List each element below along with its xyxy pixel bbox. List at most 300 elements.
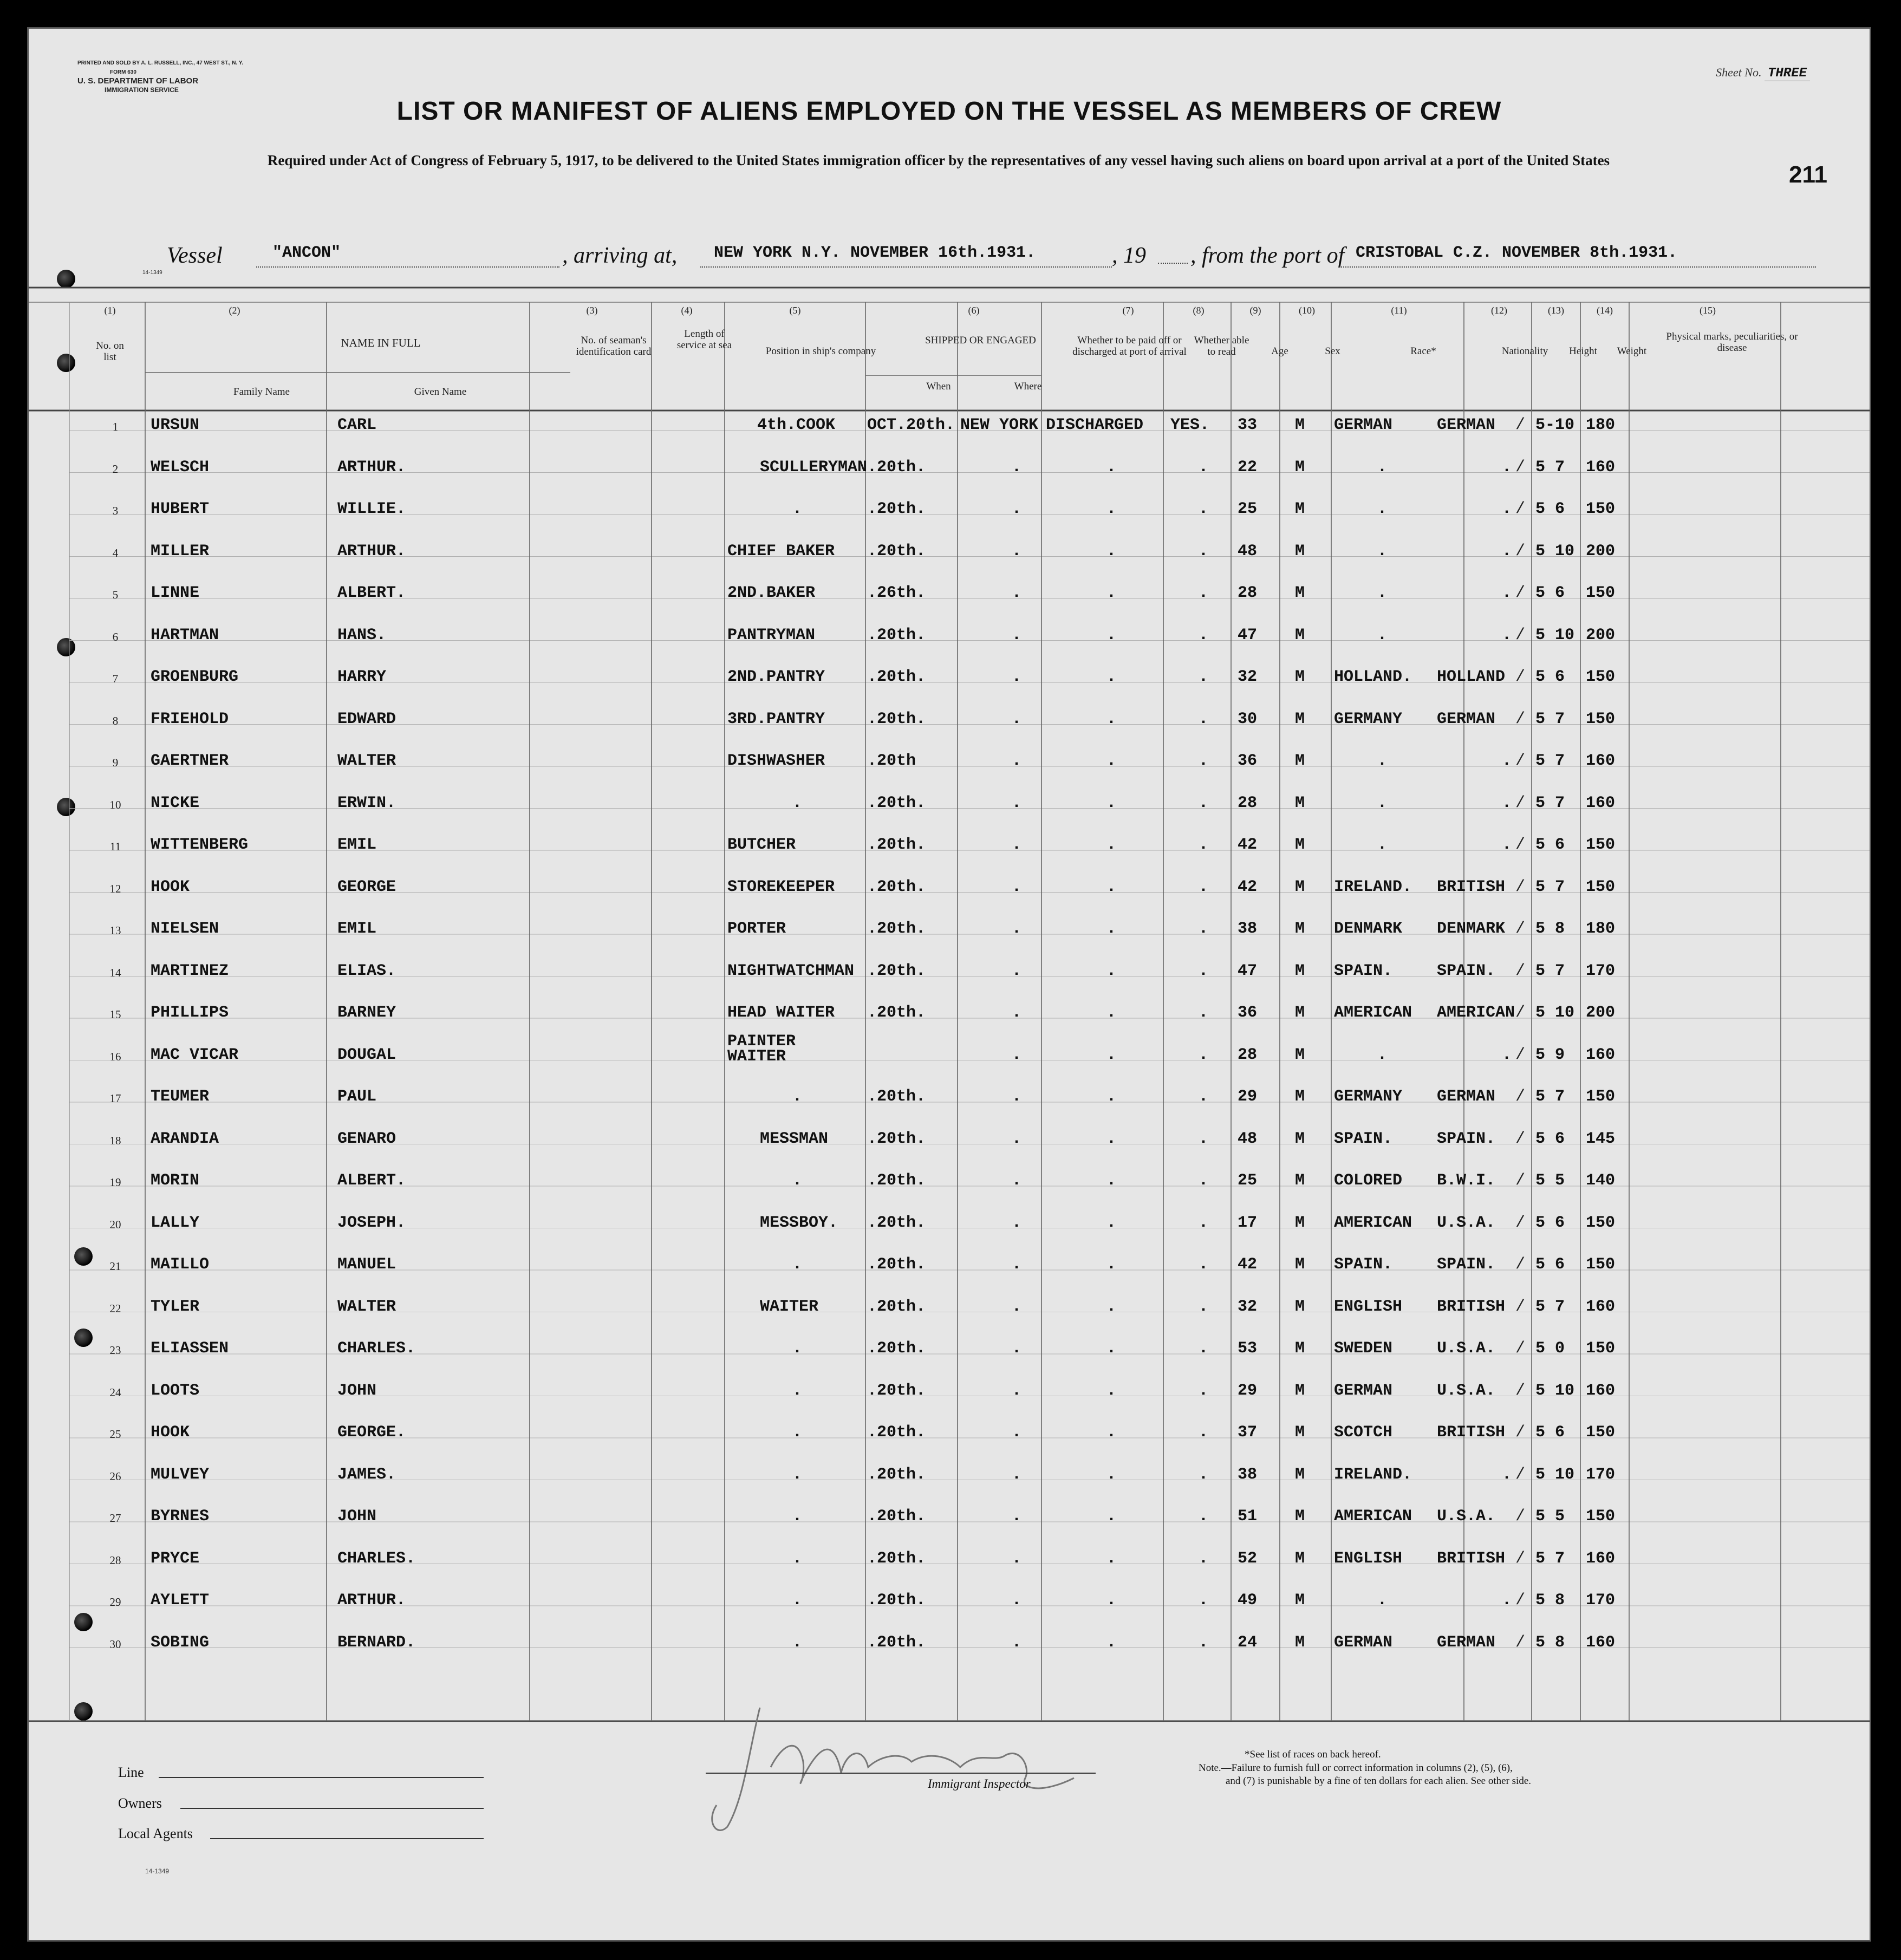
cell-weight: 150 (1586, 877, 1616, 896)
cell-sex: M (1295, 920, 1305, 938)
cell-position: . (792, 793, 803, 812)
cell-given: BERNARD. (337, 1633, 416, 1652)
cell-read: . (1199, 1633, 1209, 1652)
cell-when: .20th. (867, 1549, 926, 1568)
cell-height: 5 6 (1535, 584, 1565, 602)
cell-position: . (792, 1423, 803, 1442)
cell-race: COLORED (1334, 1171, 1403, 1190)
header-position: Position in ship's company (765, 346, 876, 357)
cell-sex: M (1295, 668, 1305, 686)
cell-nat: . (1502, 500, 1512, 518)
cell-height: 5 7 (1535, 1088, 1565, 1106)
cell-position: SCULLERYMAN (760, 458, 868, 477)
row-number: 25 (109, 1428, 121, 1441)
cell-given: GENARO (337, 1129, 396, 1148)
cell-height: 5 7 (1535, 877, 1565, 896)
cell-weight: 150 (1586, 1088, 1616, 1106)
sheet-value: THREE (1765, 66, 1810, 81)
cell-given: WALTER (337, 1297, 396, 1316)
row-number: 18 (109, 1134, 121, 1147)
cell-age: 51 (1238, 1507, 1258, 1526)
row-number: 6 (112, 630, 119, 643)
cell-position: . (792, 1339, 803, 1358)
cell-age: 28 (1238, 793, 1258, 812)
cell-nat: BRITISH (1437, 877, 1506, 896)
cell-nat: . (1502, 542, 1512, 561)
cell-given: CHARLES. (337, 1339, 416, 1358)
cell-race: . (1377, 752, 1388, 770)
cell-weight: 150 (1586, 1423, 1616, 1442)
cell-race: AMERICAN (1334, 1507, 1412, 1526)
note-line-1: Note.—Failure to furnish full or correct information in columns (2), (5), (6), (1199, 1762, 1513, 1774)
cell-height: 5 7 (1535, 793, 1565, 812)
cell-family: BYRNES (151, 1507, 210, 1526)
cell-race: . (1377, 500, 1388, 518)
cell-sex: M (1295, 1507, 1305, 1526)
cell-race: DENMARK (1334, 920, 1403, 938)
cell-sex: M (1295, 584, 1305, 602)
tally-mark: / (1515, 836, 1526, 854)
cell-where: . (1012, 668, 1022, 686)
cell-nat: . (1502, 793, 1512, 812)
cell-position: MESSBOY. (760, 1213, 838, 1232)
tally-mark: / (1515, 1465, 1526, 1484)
cell-family: PHILLIPS (151, 1004, 229, 1022)
cell-weight: 180 (1586, 416, 1616, 434)
row-number: 24 (109, 1385, 121, 1399)
row-number: 30 (109, 1637, 121, 1651)
cell-when: .20th. (867, 1381, 926, 1400)
cell-read: . (1199, 1381, 1209, 1400)
arriving-label: , arriving at, (562, 243, 678, 268)
cell-given: ALBERT. (337, 584, 406, 602)
arriving-value: NEW YORK N.Y. NOVEMBER 16th.1931. (714, 244, 1036, 262)
cell-age: 53 (1238, 1339, 1258, 1358)
row-number: 4 (112, 546, 119, 559)
cell-paid: . (1106, 1088, 1117, 1106)
department-label: U. S. DEPARTMENT OF LABOR (77, 76, 199, 86)
cell-height: 5 10 (1535, 1004, 1575, 1022)
column-number: (4) (681, 305, 693, 316)
cell-when: OCT.20th. (867, 416, 955, 434)
cell-family: URSUN (151, 416, 200, 434)
tally-mark: / (1515, 920, 1526, 938)
row-number: 19 (109, 1176, 121, 1189)
tally-mark: / (1515, 1088, 1526, 1106)
cell-height: 5 10 (1535, 1381, 1575, 1400)
cell-family: HOOK (151, 1423, 190, 1442)
cell-when: .20th. (867, 793, 926, 812)
cell-age: 47 (1238, 961, 1258, 980)
cell-nat: HOLLAND (1437, 668, 1506, 686)
cell-sex: M (1295, 1591, 1305, 1610)
cell-height: 5 6 (1535, 1213, 1565, 1232)
cell-nat: U.S.A. (1437, 1507, 1496, 1526)
row-number: 9 (112, 756, 119, 769)
cell-when: .26th. (867, 584, 926, 602)
header-seaman-card: No. of seaman's identification card (576, 335, 652, 357)
from-value: CRISTOBAL C.Z. NOVEMBER 8th.1931. (1356, 244, 1678, 262)
sheet-label: Sheet No. (1716, 66, 1762, 79)
cell-read: . (1199, 793, 1209, 812)
cell-paid: . (1106, 1591, 1117, 1610)
cell-sex: M (1295, 1381, 1305, 1400)
cell-age: 30 (1238, 709, 1258, 728)
row-number: 10 (109, 798, 121, 811)
cell-paid: . (1106, 752, 1117, 770)
cell-family: MILLER (151, 542, 210, 561)
cell-family: GAERTNER (151, 752, 229, 770)
cell-race: IRELAND. (1334, 877, 1412, 896)
cell-where: . (1012, 1213, 1022, 1232)
cell-position: . (792, 1088, 803, 1106)
tally-mark: / (1515, 584, 1526, 602)
cell-race: IRELAND. (1334, 1465, 1412, 1484)
row-number: 29 (109, 1596, 121, 1609)
cell-sex: M (1295, 1088, 1305, 1106)
cell-paid: . (1106, 1423, 1117, 1442)
header-able-read: Whether able to read (1194, 335, 1249, 357)
cell-position: STOREKEEPER (727, 877, 835, 896)
from-label: , from the port of (1190, 243, 1345, 268)
tally-mark: / (1515, 458, 1526, 477)
cell-weight: 160 (1586, 1045, 1616, 1064)
cell-given: DOUGAL (337, 1045, 396, 1064)
cell-family: PRYCE (151, 1549, 200, 1568)
column-number: (10) (1299, 305, 1315, 316)
cell-sex: M (1295, 542, 1305, 561)
cell-position: NIGHTWATCHMAN (727, 961, 855, 980)
inspector-line (706, 1773, 1096, 1774)
cell-nat: . (1502, 626, 1512, 644)
cell-read: . (1199, 542, 1209, 561)
cell-weight: 150 (1586, 1339, 1616, 1358)
cell-where: . (1012, 1633, 1022, 1652)
cell-height: 5 6 (1535, 500, 1565, 518)
cell-race: . (1377, 584, 1388, 602)
cell-when: .20th. (867, 1507, 926, 1526)
cell-race: HOLLAND. (1334, 668, 1412, 686)
cell-where: . (1012, 1507, 1022, 1526)
header-length-service: Length of service at sea (676, 328, 732, 351)
cell-when: .20th. (867, 542, 926, 561)
cell-race: GERMAN (1334, 416, 1393, 434)
tally-mark: / (1515, 1633, 1526, 1652)
tally-mark: / (1515, 752, 1526, 770)
cell-age: 37 (1238, 1423, 1258, 1442)
cell-height: 5 6 (1535, 836, 1565, 854)
cell-race: GERMAN (1334, 1633, 1393, 1652)
cell-weight: 170 (1586, 1465, 1616, 1484)
cell-read: YES. (1170, 416, 1210, 434)
cell-position: . (792, 1171, 803, 1190)
cell-weight: 180 (1586, 920, 1616, 938)
cell-paid: . (1106, 1339, 1117, 1358)
cell-paid: . (1106, 1004, 1117, 1022)
cell-nat: BRITISH (1437, 1423, 1506, 1442)
cell-read: . (1199, 584, 1209, 602)
cell-sex: M (1295, 1004, 1305, 1022)
row-number: 7 (112, 672, 119, 685)
manifest-sheet (27, 27, 1871, 1942)
row-number: 11 (109, 840, 121, 853)
cell-nat: BRITISH (1437, 1549, 1506, 1568)
row-number: 20 (109, 1217, 121, 1231)
cell-weight: 150 (1586, 1213, 1616, 1232)
cell-given: EDWARD (337, 709, 396, 728)
cell-family: NIELSEN (151, 920, 219, 938)
cell-weight: 200 (1586, 1004, 1616, 1022)
column-number: (11) (1391, 305, 1407, 316)
owners-field (180, 1808, 484, 1809)
row-number: 3 (112, 504, 119, 517)
cell-family: TYLER (151, 1297, 200, 1316)
row-number: 5 (112, 588, 119, 601)
tally-mark: / (1515, 1004, 1526, 1022)
cell-race: SPAIN. (1334, 1129, 1393, 1148)
cell-family: LOOTS (151, 1381, 200, 1400)
cell-position: . (792, 1549, 803, 1568)
cell-given: GEORGE. (337, 1423, 406, 1442)
cell-where: . (1012, 1255, 1022, 1274)
cell-paid: . (1106, 709, 1117, 728)
cell-weight: 150 (1586, 668, 1616, 686)
cell-when: .20th. (867, 709, 926, 728)
cell-weight: 160 (1586, 458, 1616, 477)
cell-given: HARRY (337, 668, 387, 686)
cell-when: .20th. (867, 961, 926, 980)
cell-height: 5 7 (1535, 1297, 1565, 1316)
cell-family: MARTINEZ (151, 961, 229, 980)
cell-height: 5 10 (1535, 542, 1575, 561)
cell-where: . (1012, 920, 1022, 938)
cell-nat: SPAIN. (1437, 1129, 1496, 1148)
row-number: 16 (109, 1050, 121, 1063)
cell-family: GROENBURG (151, 668, 239, 686)
agents-label: Local Agents (118, 1826, 193, 1841)
cell-height: 5 8 (1535, 920, 1565, 938)
cell-paid: . (1106, 920, 1117, 938)
cell-given: EMIL (337, 920, 377, 938)
cell-nat: SPAIN. (1437, 961, 1496, 980)
row-number: 14 (109, 966, 121, 979)
cell-race: ENGLISH (1334, 1297, 1403, 1316)
row-number: 22 (109, 1301, 121, 1315)
cell-age: 36 (1238, 1004, 1258, 1022)
cell-family: LINNE (151, 584, 200, 602)
cell-height: 5 10 (1535, 626, 1575, 644)
column-number: (8) (1193, 305, 1205, 316)
cell-family: HUBERT (151, 500, 210, 518)
cell-nat: GERMAN (1437, 1088, 1496, 1106)
tally-mark: / (1515, 1213, 1526, 1232)
cell-position: CHIEF BAKER (727, 542, 835, 561)
cell-height: 5 7 (1535, 1549, 1565, 1568)
cell-given: JAMES. (337, 1465, 396, 1484)
cell-where: . (1012, 500, 1022, 518)
header-given-name: Given Name (414, 386, 467, 398)
page-number: 211 (1789, 161, 1827, 188)
column-number: (12) (1491, 305, 1507, 316)
cell-position: . (792, 1381, 803, 1400)
owners-label: Owners (118, 1795, 162, 1811)
cell-when: .20th. (867, 1213, 926, 1232)
cell-age: 42 (1238, 836, 1258, 854)
cell-race: ENGLISH (1334, 1549, 1403, 1568)
cell-nat: . (1502, 584, 1512, 602)
cell-weight: 170 (1586, 961, 1616, 980)
cell-read: . (1199, 920, 1209, 938)
header-nationality: Nationality (1501, 346, 1548, 357)
cell-age: 29 (1238, 1088, 1258, 1106)
cell-sex: M (1295, 1549, 1305, 1568)
tally-mark: / (1515, 709, 1526, 728)
cell-where: . (1012, 1297, 1022, 1316)
cell-position: . (792, 1507, 803, 1526)
cell-weight: 150 (1586, 500, 1616, 518)
tally-mark: / (1515, 1045, 1526, 1064)
cell-age: 28 (1238, 584, 1258, 602)
cell-paid: DISCHARGED (1046, 416, 1144, 434)
cell-given: ARTHUR. (337, 1591, 406, 1610)
cell-sex: M (1295, 752, 1305, 770)
cell-nat: DENMARK (1437, 920, 1506, 938)
cell-given: BARNEY (337, 1004, 396, 1022)
cell-sex: M (1295, 1045, 1305, 1064)
cell-race: GERMANY (1334, 1088, 1403, 1106)
cell-height: 5-10 (1535, 416, 1575, 434)
cell-paid: . (1106, 1507, 1117, 1526)
cell-given: MANUEL (337, 1255, 396, 1274)
header-height: Height (1569, 346, 1597, 357)
cell-age: 48 (1238, 1129, 1258, 1148)
cell-weight: 160 (1586, 793, 1616, 812)
cell-where: . (1012, 752, 1022, 770)
cell-sex: M (1295, 1255, 1305, 1274)
cell-position: 3RD.PANTRY (727, 709, 825, 728)
cell-sex: M (1295, 1465, 1305, 1484)
cell-when: .20th. (867, 1297, 926, 1316)
cell-sex: M (1295, 458, 1305, 477)
cell-paid: . (1106, 1633, 1117, 1652)
cell-race: . (1377, 1591, 1388, 1610)
vessel-label: Vessel (167, 243, 223, 268)
cell-sex: M (1295, 709, 1305, 728)
row-number: 21 (109, 1260, 121, 1273)
cell-sex: M (1295, 877, 1305, 896)
cell-family: HOOK (151, 877, 190, 896)
cell-when: .20th. (867, 1088, 926, 1106)
row-number: 17 (109, 1092, 121, 1105)
cell-paid: . (1106, 793, 1117, 812)
cell-weight: 150 (1586, 836, 1616, 854)
cell-family: ELIASSEN (151, 1339, 229, 1358)
cell-age: 47 (1238, 626, 1258, 644)
cell-read: . (1199, 877, 1209, 896)
cell-weight: 145 (1586, 1129, 1616, 1148)
cell-age: 17 (1238, 1213, 1258, 1232)
cell-where: . (1012, 1591, 1022, 1610)
row-number: 27 (109, 1512, 121, 1525)
cell-age: 49 (1238, 1591, 1258, 1610)
row-number: 26 (109, 1469, 121, 1483)
tally-mark: / (1515, 793, 1526, 812)
cell-nat: GERMAN (1437, 709, 1496, 728)
cell-age: 25 (1238, 500, 1258, 518)
cell-given: WALTER (337, 752, 396, 770)
cell-where: . (1012, 1088, 1022, 1106)
cell-weight: 150 (1586, 1255, 1616, 1274)
cell-age: 29 (1238, 1381, 1258, 1400)
cell-race: . (1377, 793, 1388, 812)
tally-mark: / (1515, 542, 1526, 561)
cell-family: LALLY (151, 1213, 200, 1232)
tally-mark: / (1515, 416, 1526, 434)
cell-when: .20th. (867, 1591, 926, 1610)
cell-height: 5 9 (1535, 1045, 1565, 1064)
cell-when: .20th. (867, 836, 926, 854)
cell-race: . (1377, 1045, 1388, 1064)
cell-race: GERMANY (1334, 709, 1403, 728)
cell-race: . (1377, 458, 1388, 477)
cell-where: . (1012, 1045, 1022, 1064)
header-where: Where (1014, 381, 1042, 392)
cell-weight: 170 (1586, 1591, 1616, 1610)
cell-read: . (1199, 961, 1209, 980)
cell-sex: M (1295, 836, 1305, 854)
cell-height: 5 7 (1535, 961, 1565, 980)
cell-given: JOSEPH. (337, 1213, 406, 1232)
cell-sex: M (1295, 961, 1305, 980)
cell-nat: AMERICAN (1437, 1004, 1515, 1022)
cell-family: MULVEY (151, 1465, 210, 1484)
cell-given: ARTHUR. (337, 458, 406, 477)
cell-read: . (1199, 1591, 1209, 1610)
column-number: (13) (1548, 305, 1564, 316)
header-paid-off: Whether to be paid off or discharged at port of arrival (1072, 335, 1187, 357)
row-number: 8 (112, 714, 119, 727)
cell-age: 42 (1238, 877, 1258, 896)
tally-mark: / (1515, 1129, 1526, 1148)
tally-mark: / (1515, 1255, 1526, 1274)
inspector-signature (695, 1686, 1106, 1848)
cell-nat: B.W.I. (1437, 1171, 1496, 1190)
header-family-name: Family Name (233, 386, 290, 398)
cell-sex: M (1295, 1633, 1305, 1652)
cell-position: PAINTER WAITER (727, 1032, 796, 1066)
cell-race: SCOTCH (1334, 1423, 1393, 1442)
cell-where: . (1012, 1129, 1022, 1148)
cell-age: 28 (1238, 1045, 1258, 1064)
cell-height: 5 6 (1535, 1423, 1565, 1442)
cell-sex: M (1295, 793, 1305, 812)
cell-family: AYLETT (151, 1591, 210, 1610)
cell-height: 5 6 (1535, 1255, 1565, 1274)
cell-when: .20th. (867, 1423, 926, 1442)
cell-read: . (1199, 458, 1209, 477)
note-races: *See list of races on back hereof. (1245, 1749, 1381, 1760)
column-number: (14) (1597, 305, 1613, 316)
cell-sex: M (1295, 500, 1305, 518)
cell-race: SPAIN. (1334, 961, 1393, 980)
printer-line: PRINTED AND SOLD BY A. L. RUSSELL, INC., 47 WEST ST., N. Y. (77, 60, 244, 66)
cell-position: 2ND.PANTRY (727, 668, 825, 686)
cell-when: .20th. (867, 1129, 926, 1148)
cell-nat: GERMAN (1437, 416, 1496, 434)
row-number: 13 (109, 924, 121, 937)
cell-age: 32 (1238, 668, 1258, 686)
cell-position: MESSMAN (760, 1129, 829, 1148)
